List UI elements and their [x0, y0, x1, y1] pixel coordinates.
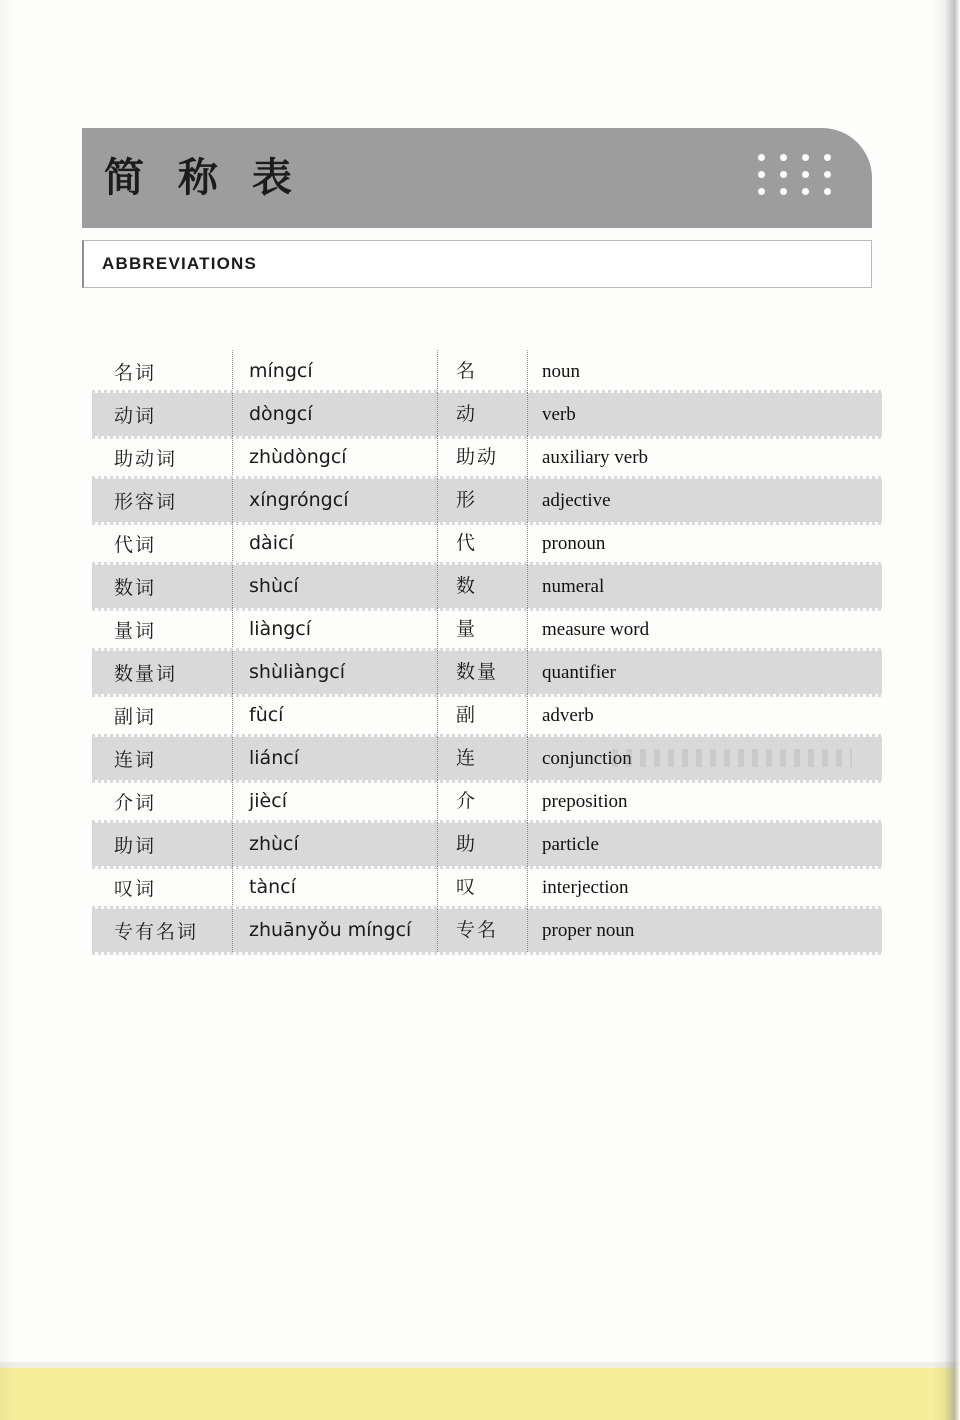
cell-term-hanzi: 助词: [114, 835, 157, 857]
cell-abbreviation: 专名: [437, 909, 527, 952]
cell-abbreviation: 助: [437, 823, 527, 866]
cell-pinyin: jiècí: [232, 780, 437, 823]
cell-term-hanzi: 专有名词: [114, 921, 199, 943]
table-row: [92, 350, 882, 393]
table-row: [92, 651, 882, 694]
cell-term-hanzi: 动词: [114, 405, 157, 427]
table-row: [92, 823, 882, 866]
table-row: [92, 909, 882, 952]
cell-pinyin: fùcí: [232, 694, 437, 737]
cell-abbreviation: 形: [437, 479, 527, 522]
cell-term-hanzi: 量词: [114, 620, 157, 642]
header-banner: [82, 128, 872, 228]
page-title-cn: 简 称 表: [104, 155, 302, 201]
cell-term-hanzi: 名词: [114, 362, 157, 384]
cell-english: conjunction: [527, 737, 882, 780]
cell-pinyin: tàncí: [232, 866, 437, 909]
cell-english: pronoun: [527, 522, 882, 565]
cell-english: noun: [527, 350, 882, 393]
cell-english: verb: [527, 393, 882, 436]
cell-pinyin: zhuānyǒu míngcí: [232, 909, 437, 952]
cell-english: adjective: [527, 479, 882, 522]
cell-pinyin: shùcí: [232, 565, 437, 608]
cell-english: proper noun: [527, 909, 882, 952]
table-row: [92, 522, 882, 565]
table-row: [92, 565, 882, 608]
page-title-en: ABBREVIATIONS: [102, 254, 258, 273]
cell-abbreviation: 叹: [437, 866, 527, 909]
table-row: [92, 436, 882, 479]
cell-english: numeral: [527, 565, 882, 608]
cell-term-hanzi: 副词: [114, 706, 157, 728]
cell-pinyin: liàngcí: [232, 608, 437, 651]
cell-abbreviation: 数: [437, 565, 527, 608]
cell-term-hanzi: 数量词: [114, 663, 178, 685]
cell-term-hanzi: 代词: [114, 534, 157, 556]
cell-abbreviation: 量: [437, 608, 527, 651]
cell-abbreviation: 动: [437, 393, 527, 436]
table-row: [92, 780, 882, 823]
cell-english: quantifier: [527, 651, 882, 694]
cell-english: interjection: [527, 866, 882, 909]
cell-term-hanzi: 介词: [114, 792, 157, 814]
cell-term-hanzi: 形容词: [114, 491, 178, 513]
cell-english: preposition: [527, 780, 882, 823]
cell-english: adverb: [527, 694, 882, 737]
table-row: [92, 737, 882, 780]
table-row: [92, 694, 882, 737]
cell-pinyin: míngcí: [232, 350, 437, 393]
cell-pinyin: dòngcí: [232, 393, 437, 436]
cell-pinyin: xíngróngcí: [232, 479, 437, 522]
cell-pinyin: liáncí: [232, 737, 437, 780]
cell-pinyin: dàicí: [232, 522, 437, 565]
page-bottom-band: [0, 1368, 960, 1420]
cell-english: measure word: [527, 608, 882, 651]
cell-abbreviation: 介: [437, 780, 527, 823]
header-subbanner: [82, 240, 872, 288]
cell-abbreviation: 副: [437, 694, 527, 737]
cell-english: auxiliary verb: [527, 436, 882, 479]
page-right-shadow: [932, 0, 960, 1420]
cell-term-hanzi: 助动词: [114, 448, 178, 470]
page-left-shadow: [0, 0, 14, 1420]
cell-english: particle: [527, 823, 882, 866]
table-row: [92, 866, 882, 909]
cell-term-hanzi: 叹词: [114, 878, 157, 900]
cell-term-hanzi: 数词: [114, 577, 157, 599]
table-row: [92, 393, 882, 436]
cell-abbreviation: 代: [437, 522, 527, 565]
table-row: [92, 608, 882, 651]
cell-abbreviation: 数量: [437, 651, 527, 694]
table-row: [92, 479, 882, 522]
cell-term-hanzi: 连词: [114, 749, 157, 771]
cell-abbreviation: 助动: [437, 436, 527, 479]
cell-pinyin: zhùdòngcí: [232, 436, 437, 479]
cell-abbreviation: 名: [437, 350, 527, 393]
cell-abbreviation: 连: [437, 737, 527, 780]
dot-grid-decoration: [758, 154, 830, 196]
abbreviations-table: [92, 350, 882, 952]
cell-pinyin: zhùcí: [232, 823, 437, 866]
cell-pinyin: shùliàngcí: [232, 651, 437, 694]
